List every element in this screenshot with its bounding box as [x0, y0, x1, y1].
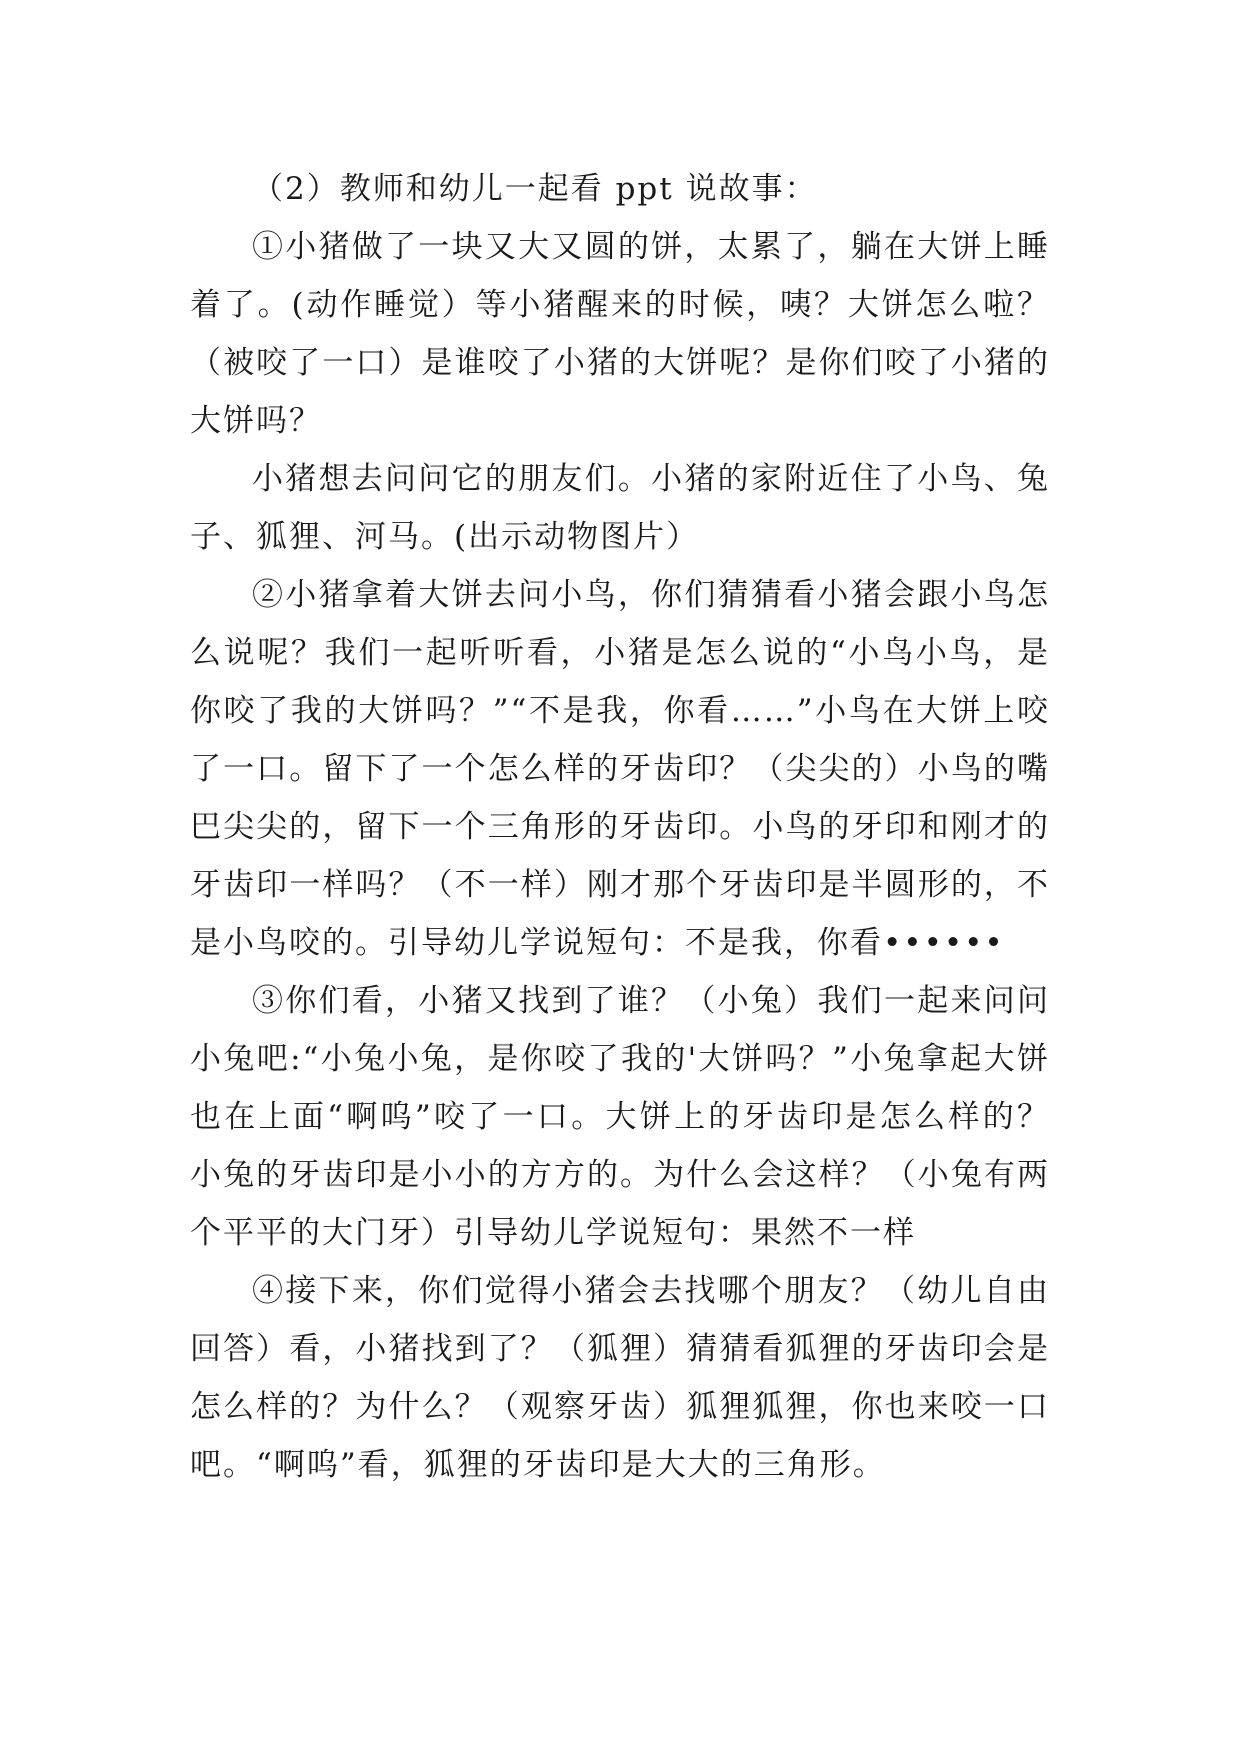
paragraph-4: ③你们看，小猪又找到了谁？（小兔）我们一起来问问小兔吧:“小兔小兔，是你咬了我的'大饼吗？”小兔拿起大饼也在上面“啊呜”咬了一口。大饼上的牙齿印是怎么样的？小兔的牙齿印是小小的方方的。为什么会这样？（小兔有两个平平的大门牙）引导幼儿学说短句：果然不一样	[190, 983, 1050, 1251]
paragraph-2: 小猪想去问问它的朋友们。小猪的家附近住了小鸟、兔子、狐狸、河马。(出示动物图片）	[190, 461, 1050, 555]
paragraph-3: ②小猪拿着大饼去问小鸟，你们猜猜看小猪会跟小鸟怎么说呢？我们一起听听看，小猪是怎么说的“小鸟小鸟，是你咬了我的大饼吗？”“不是我，你看……”小鸟在大饼上咬了一口。留下了一个怎么样的牙齿印？（尖尖的）小鸟的嘴巴尖尖的，留下一个三角形的牙齿印。小鸟的牙印和刚才的牙齿印一样吗？（不一样）刚才那个牙齿印是半圆形的，不是小鸟咬的。引导幼儿学说短句：不是我，你看••••••	[190, 577, 1050, 961]
document-body	[190, 160, 1050, 1494]
paragraph-5: ④接下来，你们觉得小猪会去找哪个朋友？（幼儿自由回答）看，小猪找到了？（狐狸）猜猜看狐狸的牙齿印会是怎么样的？为什么？（观察牙齿）狐狸狐狸，你也来咬一口吧。“啊呜”看，狐狸的牙齿印是大大的三角形。	[190, 1273, 1050, 1483]
paragraph-heading: （2）教师和幼儿一起看 ppt 说故事：	[252, 171, 818, 207]
paragraph-1: ①小猪做了一块又大又圆的饼，太累了，躺在大饼上睡着了。(动作睡觉）等小猪醒来的时候，咦？大饼怎么啦？（被咬了一口）是谁咬了小猪的大饼呢？是你们咬了小猪的大饼吗？	[190, 229, 1050, 439]
